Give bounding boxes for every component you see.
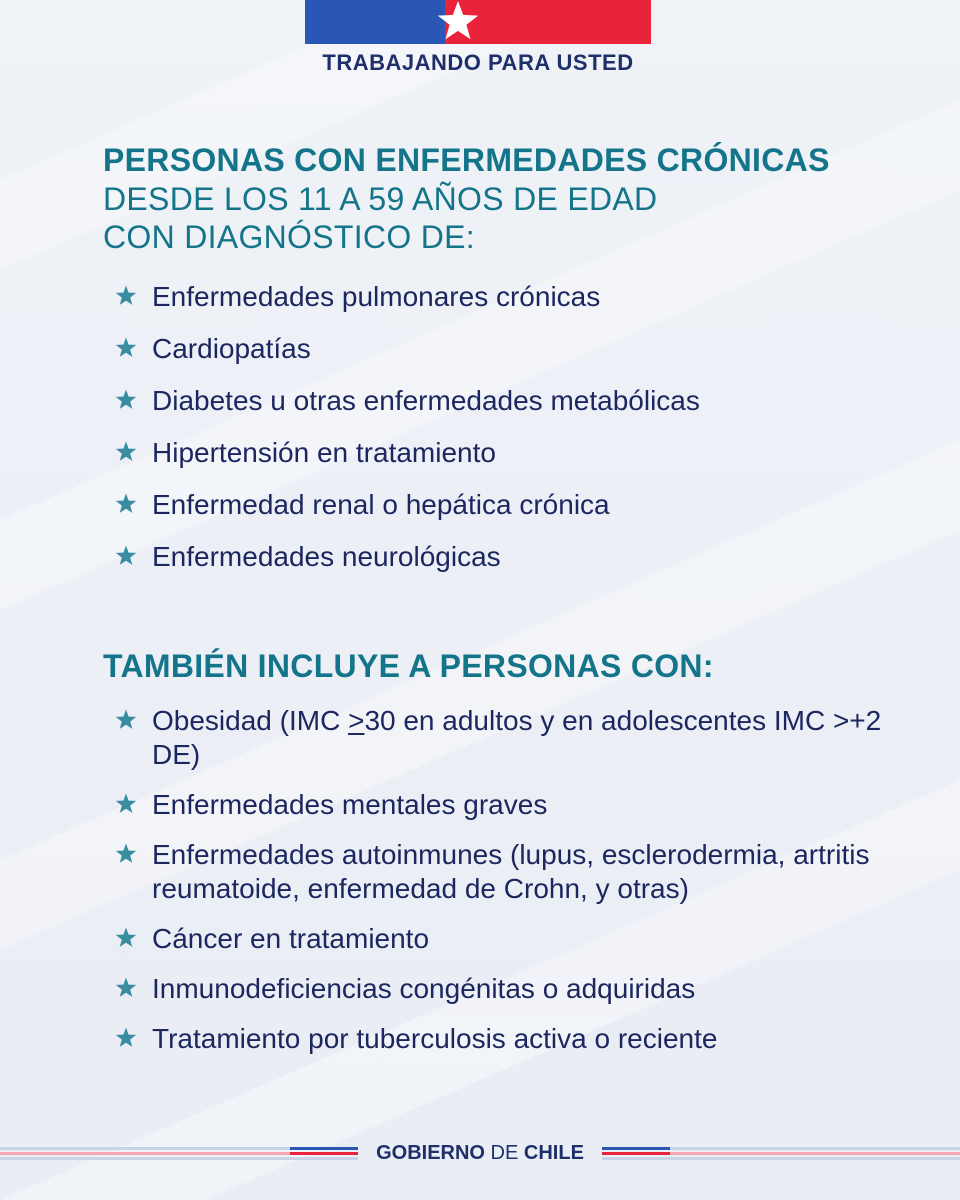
- star-bullet-icon: [115, 709, 137, 731]
- header-slogan: TRABAJANDO PARA USTED: [322, 50, 634, 75]
- section1-title-line1: PERSONAS CON ENFERMEDADES CRÓNICAS: [103, 142, 830, 178]
- star-bullet-icon: [115, 441, 137, 463]
- list-item-text: Enfermedad renal o hepática crónica: [152, 489, 610, 520]
- list-item-text: Inmunodeficiencias congénitas o adquiridas: [152, 973, 696, 1004]
- star-bullet-icon: [115, 545, 137, 567]
- list-item: [115, 922, 895, 956]
- star-bullet-icon: [115, 493, 137, 515]
- list-item: [115, 384, 895, 418]
- list-item: [115, 540, 895, 574]
- section1-list: [115, 280, 895, 592]
- list-item-text: Cardiopatías: [152, 333, 311, 364]
- list-item-text: Diabetes u otras enfermedades metabólicas: [152, 385, 700, 416]
- footer-label-bold1: GOBIERNO: [376, 1142, 485, 1164]
- section1-heading: [103, 140, 830, 256]
- list-item-text: Enfermedades mentales graves: [152, 789, 548, 820]
- obesity-text-start: Obesidad (IMC: [152, 705, 349, 736]
- list-item: [115, 838, 895, 906]
- footer-line-right-light-2: [602, 1157, 960, 1160]
- list-item-text: Enfermedades pulmonares crónicas: [152, 281, 601, 312]
- star-bullet-icon: [115, 389, 137, 411]
- list-item: [115, 488, 895, 522]
- footer-line-left-light-2: [0, 1157, 358, 1160]
- list-item: [115, 788, 895, 822]
- star-bullet-icon: [115, 927, 137, 949]
- list-item-obesity: [115, 704, 895, 772]
- list-item: [115, 972, 895, 1006]
- list-item-text: Enfermedades neurológicas: [152, 541, 501, 572]
- list-item-text: Tratamiento por tuberculosis activa o reciente: [152, 1023, 718, 1054]
- chile-flag-emblem: [305, 0, 651, 44]
- footer-line-right-red: [602, 1152, 670, 1155]
- footer-label-bold2: CHILE: [523, 1142, 584, 1164]
- greater-equal-symbol: >: [348, 705, 365, 736]
- list-item-text: Enfermedades autoinmunes (lupus, esclerodermia, artritis reumatoide, enfermedad de Crohn, y otras): [152, 839, 870, 904]
- footer-line-left-red: [290, 1152, 358, 1155]
- footer-label-regular: DE: [490, 1142, 519, 1164]
- footer-line-left-blue: [290, 1147, 358, 1150]
- list-item-text: Hipertensión en tratamiento: [152, 437, 496, 468]
- list-item: [115, 332, 895, 366]
- footer-line-right-blue: [602, 1147, 670, 1150]
- list-item: [115, 280, 895, 314]
- list-item-text: Cáncer en tratamiento: [152, 923, 430, 954]
- obesity-text-end: 30 en adultos y en adolescentes IMC >+2 DE): [152, 705, 882, 770]
- star-bullet-icon: [115, 337, 137, 359]
- list-item: [115, 1022, 895, 1056]
- star-bullet-icon: [115, 977, 137, 999]
- section2-title: TAMBIÉN INCLUYE A PERSONAS CON:: [103, 648, 714, 684]
- section2-list: [115, 704, 895, 1072]
- section1-title-line3: CON DIAGNÓSTICO DE:: [103, 219, 475, 255]
- footer-label: [368, 1142, 592, 1165]
- section1-title-line2: DESDE LOS 11 A 59 AÑOS DE EDAD: [103, 181, 658, 217]
- list-item: [115, 436, 895, 470]
- footer: [0, 1140, 960, 1170]
- list-item-text: [152, 705, 881, 770]
- star-bullet-icon: [115, 1027, 137, 1049]
- star-bullet-icon: [115, 843, 137, 865]
- star-bullet-icon: [115, 793, 137, 815]
- star-bullet-icon: [115, 285, 137, 307]
